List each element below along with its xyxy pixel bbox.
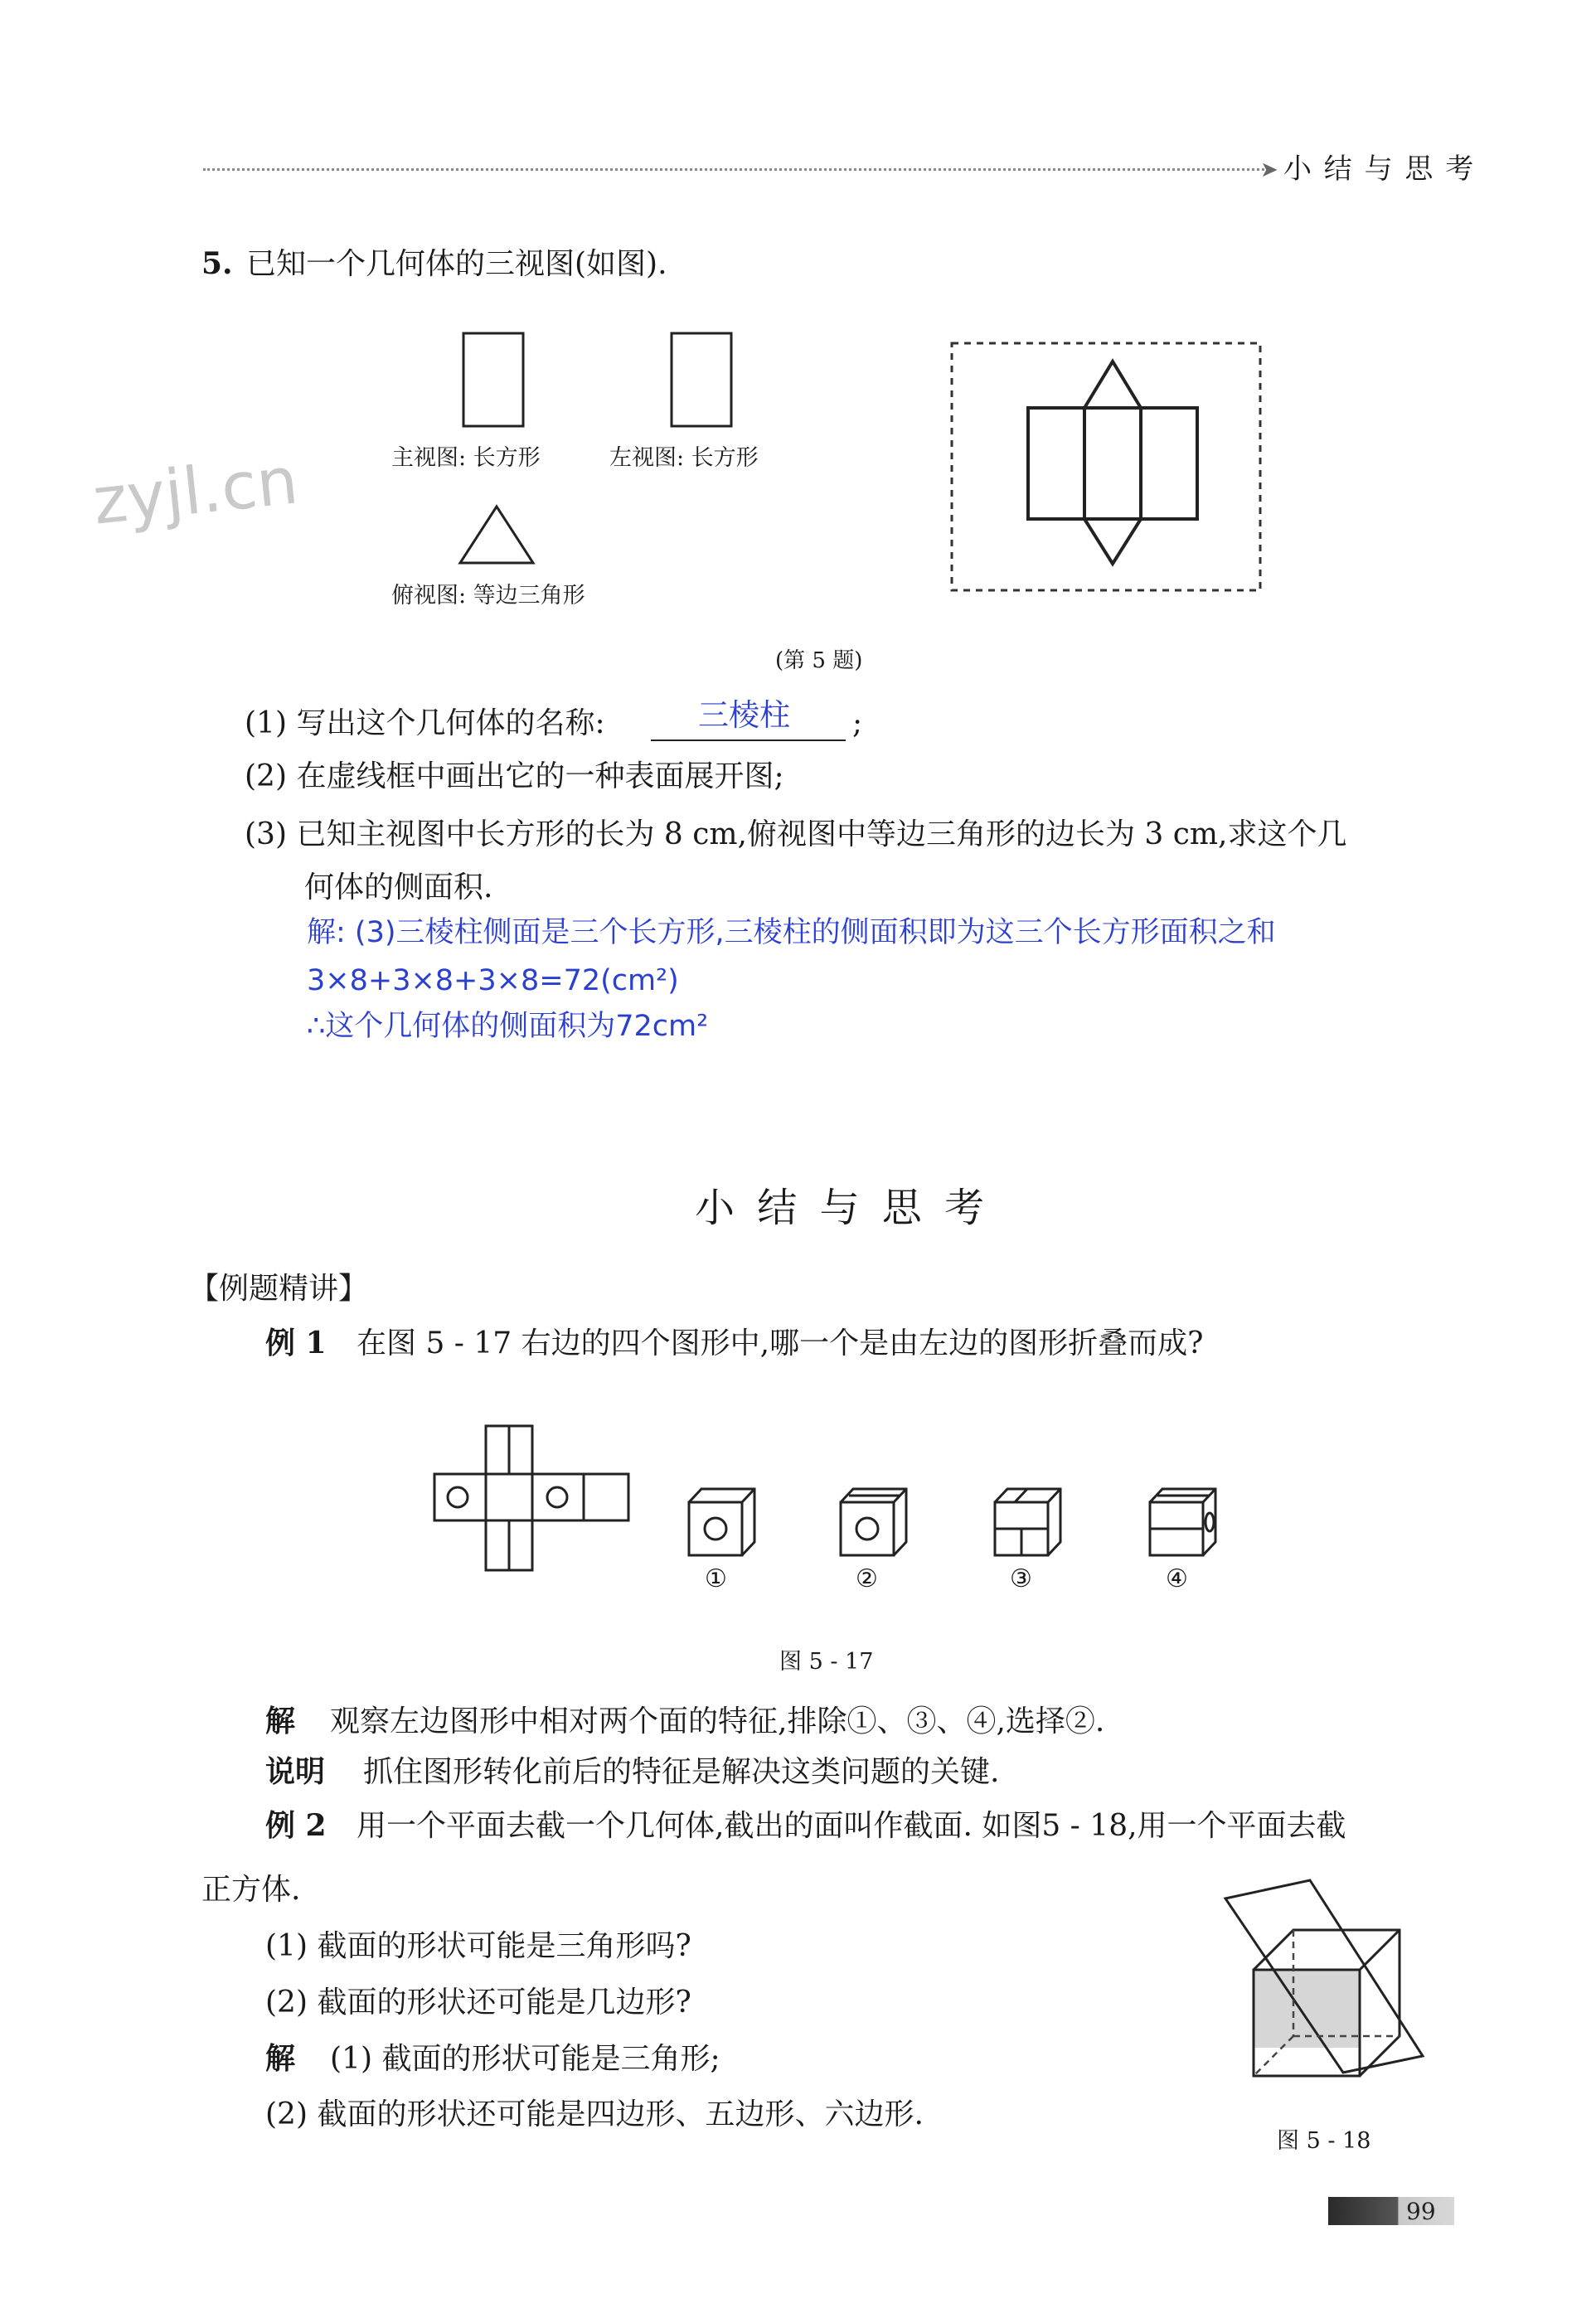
q5-caption: (第 5 题) bbox=[775, 648, 863, 673]
q5-solution-line3: ∴这个几何体的侧面积为72cm² bbox=[307, 1010, 709, 1043]
ex2-text-line1: 用一个平面去截一个几何体,截出的面叫作截面. 如图5 - 18,用一个平面去截 bbox=[357, 1809, 1346, 1843]
figure-5-18-caption: 图 5 - 18 bbox=[1277, 2128, 1371, 2154]
page-number: 99 bbox=[1406, 2198, 1436, 2225]
ex1-note-text: 抓住图形转化前后的特征是解决这类问题的关键. bbox=[363, 1755, 1000, 1789]
header-section-title: 小 结 与 思 考 bbox=[1283, 153, 1476, 186]
q5-solution-line1: 解: (3)三棱柱侧面是三个长方形,三棱柱的侧面积即为这三个长方形面积之和 bbox=[307, 916, 1276, 949]
example-heading: 【例题精讲】 bbox=[189, 1272, 369, 1306]
figure-5-17-caption: 图 5 - 17 bbox=[779, 1649, 874, 1675]
ex1-option-4: ④ bbox=[1166, 1564, 1188, 1593]
ex1-option-2: ② bbox=[856, 1564, 878, 1593]
q5-part2: (2) 在虚线框中画出它的一种表面展开图; bbox=[245, 759, 784, 793]
q5-part1-suffix: ; bbox=[852, 706, 863, 740]
ex2-sol1: (1) 截面的形状可能是三角形; bbox=[330, 2042, 720, 2076]
q5-part3-line2: 何体的侧面积. bbox=[304, 870, 493, 904]
ex2-label: 例 2 bbox=[265, 1808, 327, 1843]
ex1-option-1: ① bbox=[705, 1564, 727, 1593]
watermark: zyjl.cn bbox=[89, 444, 302, 540]
q5-solution-line2: 3×8+3×8+3×8=72(cm²) bbox=[307, 964, 679, 997]
ex2-sol2: (2) 截面的形状还可能是四边形、五边形、六边形. bbox=[265, 2097, 924, 2131]
q5-part1-answer: 三棱柱 bbox=[698, 697, 790, 733]
section-title: 小 结 与 思 考 bbox=[695, 1185, 990, 1231]
ex1-note-label: 说明 bbox=[265, 1754, 326, 1789]
q5-part3-line1: (3) 已知主视图中长方形的长为 8 cm,俯视图中等边三角形的边长为 3 cm,求这个几 bbox=[245, 817, 1347, 851]
ex1-option-3: ③ bbox=[1010, 1564, 1032, 1593]
q5-number: 5. bbox=[201, 246, 233, 281]
ex1-text: 在图 5 - 17 右边的四个图形中,哪一个是由左边的图形折叠而成? bbox=[357, 1326, 1204, 1360]
ex1-label: 例 1 bbox=[265, 1326, 327, 1360]
ex1-solution-label: 解 bbox=[265, 1704, 296, 1738]
ex2-q1: (1) 截面的形状可能是三角形吗? bbox=[265, 1929, 691, 1963]
front-view-label: 主视图: 长方形 bbox=[391, 445, 541, 471]
top-view-label: 俯视图: 等边三角形 bbox=[391, 583, 585, 609]
q5-text: 已知一个几何体的三视图(如图). bbox=[246, 247, 667, 281]
ex2-q2: (2) 截面的形状还可能是几边形? bbox=[265, 1986, 691, 2020]
ex2-text-line2: 正方体. bbox=[201, 1873, 301, 1907]
q5-part1-prefix: (1) 写出这个几何体的名称: bbox=[245, 706, 605, 740]
ex2-solution-label: 解 bbox=[265, 2041, 296, 2076]
left-view-label: 左视图: 长方形 bbox=[609, 445, 759, 471]
header-arrow-icon: ➤ bbox=[1260, 158, 1278, 182]
ex1-solution-text: 观察左边图形中相对两个面的特征,排除①、③、④,选择②. bbox=[330, 1704, 1105, 1738]
